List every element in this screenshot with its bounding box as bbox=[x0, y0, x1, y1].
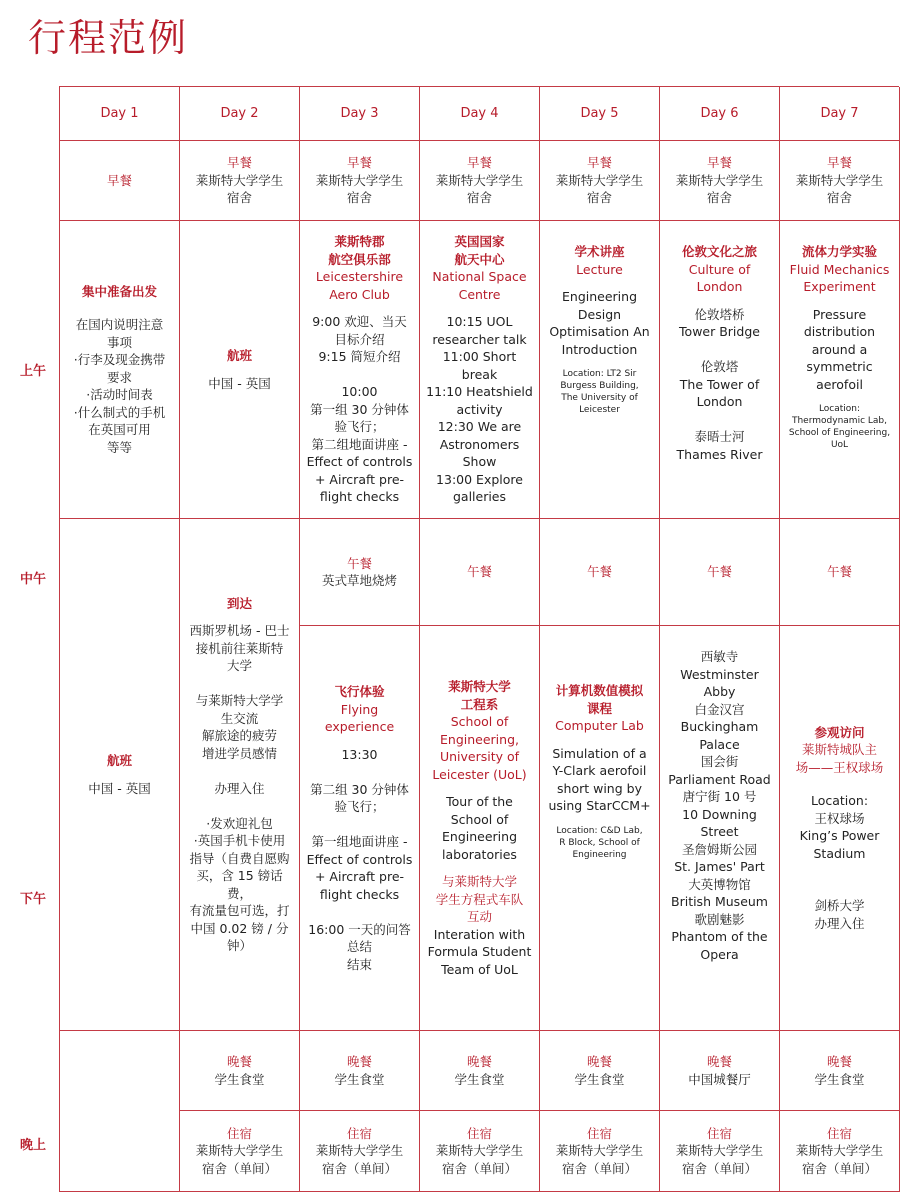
activity-title: 莱斯特大学 工程系 bbox=[448, 679, 511, 712]
morning-cell-day5 bbox=[540, 221, 660, 519]
activity-body: 在国内说明注意 事项 ·行李及现金携带 要求 ·活动时间表 ·什么制式的手机 在英国可用 等等 bbox=[73, 317, 166, 455]
breakfast-label: 早餐 bbox=[346, 155, 372, 171]
afternoon-cell-day3 bbox=[300, 626, 420, 1031]
breakfast-label: 早餐 bbox=[826, 155, 852, 171]
dinner-label: 晚餐 bbox=[586, 1054, 612, 1069]
activity-body: Engineering Design Optimisation An Introduction bbox=[549, 289, 650, 357]
breakfast-cell bbox=[300, 141, 420, 221]
breakfast-cell-day1 bbox=[60, 141, 180, 221]
activity-title: 飞行体验 bbox=[334, 684, 385, 699]
activity-body-2: Interation with Formula Student Team of UoL bbox=[427, 926, 532, 977]
lunch-label: 午餐 bbox=[706, 564, 732, 580]
location-note: Location: C&D Lab, R Block, School of Engineering bbox=[556, 825, 643, 860]
lodging-place: 莱斯特大学学生 宿舍（单间） bbox=[435, 1143, 524, 1176]
afternoon-cell-day6 bbox=[660, 626, 780, 1031]
activity-subtitle: Flying experience bbox=[324, 701, 395, 734]
dinner-place: 学生食堂 bbox=[814, 1071, 865, 1087]
activity-subtitle: Lecture bbox=[576, 261, 623, 277]
morning-cell-day2 bbox=[180, 221, 300, 519]
breakfast-place: 莱斯特大学学生 宿舍 bbox=[555, 172, 644, 206]
activity-body: Simulation of a Y-Clark aerofoil short wing by using StarCCM+ bbox=[548, 745, 651, 813]
period-afternoon: 下午 bbox=[19, 892, 46, 907]
lunch-label: 午餐 bbox=[586, 564, 612, 580]
day-header: Day 5 bbox=[540, 87, 660, 141]
breakfast-label: 早餐 bbox=[466, 155, 492, 171]
breakfast-place: 莱斯特大学学生 宿舍 bbox=[675, 172, 764, 206]
dinner-place: 学生食堂 bbox=[334, 1071, 385, 1087]
dinner-label: 晚餐 bbox=[706, 1054, 732, 1069]
lodging-place: 莱斯特大学学生 宿舍（单间） bbox=[555, 1143, 644, 1176]
activity-subtitle: School of Engineering, University of Leicester (UoL) bbox=[432, 714, 527, 782]
lunch-label: 午餐 bbox=[466, 564, 492, 580]
breakfast-label: 早餐 bbox=[706, 155, 732, 171]
activity-subtitle: National Space Centre bbox=[432, 269, 527, 302]
activity-title: 英国国家 航天中心 bbox=[454, 234, 505, 267]
activity-title-2: 与莱斯特大学 学生方程式车队 互动 bbox=[435, 874, 524, 924]
itinerary-table bbox=[59, 86, 899, 1192]
dinner-place: 中国城餐厅 bbox=[688, 1071, 751, 1087]
day-header: Day 2 bbox=[180, 87, 300, 141]
afternoon-cell-day4 bbox=[420, 626, 540, 1031]
activity-title: 集中准备出发 bbox=[81, 283, 157, 299]
activity-body: 西斯罗机场 - 巴士 接机前往莱斯特 大学 与莱斯特大学学 生交流 解旅途的疲劳 增进学员感情 办理入住 ·发欢迎礼包 ·英国手机卡使用 指导（自费自愿购 买，含 15 镑话费， 有流量包可选，打 中国 0.02 镑 / 分 钟） bbox=[189, 623, 290, 953]
dinner-label: 晚餐 bbox=[226, 1054, 252, 1069]
lunch-cell bbox=[780, 519, 900, 626]
lodging-label: 住宿 bbox=[706, 1125, 732, 1141]
morning-cell-day6 bbox=[660, 221, 780, 519]
empty-cell-day1 bbox=[60, 1031, 180, 1192]
location-note: Location: LT2 Sir Burgess Building, The University of Leicester bbox=[560, 369, 639, 415]
activity-body: Tour of the School of Engineering laboratories bbox=[442, 794, 517, 862]
breakfast-cell bbox=[660, 141, 780, 221]
lunch-cell bbox=[420, 519, 540, 626]
morning-cell-day3 bbox=[300, 221, 420, 519]
lunch-label: 午餐 bbox=[826, 564, 852, 580]
breakfast-cell bbox=[180, 141, 300, 221]
breakfast-cell bbox=[780, 141, 900, 221]
breakfast-place: 莱斯特大学学生 宿舍 bbox=[195, 172, 284, 206]
lodging-place: 莱斯特大学学生 宿舍（单间） bbox=[195, 1143, 284, 1176]
lodging-label: 住宿 bbox=[466, 1125, 492, 1141]
morning-cell-day7 bbox=[780, 221, 900, 519]
day-header: Day 6 bbox=[660, 87, 780, 141]
lodging-cell bbox=[540, 1111, 660, 1192]
afternoon-cell-day7 bbox=[780, 626, 900, 1031]
dinner-cell bbox=[660, 1031, 780, 1111]
period-morning: 上午 bbox=[19, 364, 46, 379]
breakfast-label: 早餐 bbox=[106, 172, 132, 188]
activity-body: 10:15 UOL researcher talk 11:00 Short break 11:10 Heatshield activity 12:30 We are Astronomers Show 13:00 Explore galleries bbox=[426, 314, 533, 505]
dinner-cell bbox=[420, 1031, 540, 1111]
dinner-label: 晚餐 bbox=[466, 1054, 492, 1069]
arrival-cell-day2 bbox=[180, 519, 300, 1031]
breakfast-place: 莱斯特大学学生 宿舍 bbox=[315, 172, 404, 206]
day-header: Day 1 bbox=[60, 87, 180, 141]
day-header: Day 7 bbox=[780, 87, 900, 141]
activity-title: 流体力学实验 bbox=[801, 244, 877, 259]
activity-subtitle: Culture of London bbox=[688, 261, 751, 294]
location-note: Location: Thermodynamic Lab, School of Engineering, UoL bbox=[788, 404, 891, 450]
flight-cell-day1 bbox=[60, 519, 180, 1031]
lodging-place: 莱斯特大学学生 宿舍（单间） bbox=[315, 1143, 404, 1176]
dinner-cell bbox=[180, 1031, 300, 1111]
lodging-place: 莱斯特大学学生 宿舍（单间） bbox=[675, 1143, 764, 1176]
lunch-label: 午餐 bbox=[346, 555, 372, 571]
lunch-cell bbox=[540, 519, 660, 626]
breakfast-cell bbox=[540, 141, 660, 221]
lodging-label: 住宿 bbox=[346, 1125, 372, 1141]
activity-title: 航班 bbox=[106, 753, 132, 768]
dinner-place: 学生食堂 bbox=[454, 1071, 505, 1087]
day-header: Day 4 bbox=[420, 87, 540, 141]
lodging-cell bbox=[660, 1111, 780, 1192]
dinner-cell bbox=[300, 1031, 420, 1111]
lodging-place: 莱斯特大学学生 宿舍（单间） bbox=[795, 1143, 884, 1176]
lodging-cell bbox=[300, 1111, 420, 1192]
activity-title: 计算机数值模拟 课程 bbox=[555, 683, 644, 716]
activity-title: 参观访问 bbox=[814, 724, 865, 740]
lodging-label: 住宿 bbox=[226, 1125, 252, 1141]
activity-subtitle: 莱斯特城队主 场——王权球场 bbox=[795, 742, 884, 775]
activity-body: 9:00 欢迎、当天 目标介绍 9:15 简短介绍 10:00 第一组 30 分钟体 验飞行； 第二组地面讲座 - Effect of controls + Aircraft pre- flight checks bbox=[306, 314, 413, 505]
lodging-label: 住宿 bbox=[586, 1125, 612, 1141]
activity-body: 伦敦塔桥 Tower Bridge 伦敦塔 The Tower of London 泰晤士河 Thames River bbox=[676, 306, 763, 462]
activity-title: 学术讲座 bbox=[574, 244, 625, 259]
activity-subtitle: Computer Lab bbox=[555, 718, 644, 733]
activity-body: 中国 - 英国 bbox=[208, 375, 271, 391]
day-header: Day 3 bbox=[300, 87, 420, 141]
activity-subtitle: Fluid Mechanics Experiment bbox=[789, 261, 890, 294]
lunch-place: 英式草地烧烤 bbox=[321, 573, 397, 588]
dinner-cell bbox=[780, 1031, 900, 1111]
activity-title: 莱斯特郡 航空俱乐部 bbox=[328, 234, 391, 267]
activity-body: Pressure distribution around a symmetric aerofoil bbox=[803, 306, 876, 392]
morning-cell-day4 bbox=[420, 221, 540, 519]
activity-title: 到达 bbox=[226, 595, 252, 611]
breakfast-place: 莱斯特大学学生 宿舍 bbox=[795, 172, 884, 206]
period-evening: 晚上 bbox=[19, 1138, 46, 1153]
dinner-label: 晚餐 bbox=[346, 1054, 372, 1069]
activity-body: 西敏寺 Westminster Abby 白金汉宫 Buckingham Palace 国会街 Parliament Road 唐宁街 10 号 10 Downing Street 圣詹姆斯公园 St. James' Part 大英博物馆 British Museum 歌剧魅影 Phantom of the Opera bbox=[668, 649, 771, 962]
dinner-place: 学生食堂 bbox=[574, 1071, 625, 1087]
breakfast-cell bbox=[420, 141, 540, 221]
afternoon-cell-day5 bbox=[540, 626, 660, 1031]
dinner-cell bbox=[540, 1031, 660, 1111]
breakfast-label: 早餐 bbox=[226, 155, 252, 171]
lodging-cell bbox=[780, 1111, 900, 1192]
activity-title: 伦敦文化之旅 bbox=[681, 244, 757, 259]
lodging-cell bbox=[420, 1111, 540, 1192]
breakfast-place: 莱斯特大学学生 宿舍 bbox=[435, 172, 524, 206]
period-noon: 中午 bbox=[19, 572, 46, 587]
dinner-place: 学生食堂 bbox=[214, 1071, 265, 1087]
activity-body: 13:30 第二组 30 分钟体 验飞行； 第一组地面讲座 - Effect of controls + Aircraft pre- flight checks 16:00 一天的问答 总结 结束 bbox=[306, 746, 413, 972]
activity-subtitle: Leicestershire Aero Club bbox=[315, 269, 404, 302]
page-title: 行程范例 bbox=[28, 16, 189, 60]
morning-cell-day1 bbox=[60, 221, 180, 519]
lodging-label: 住宿 bbox=[826, 1125, 852, 1141]
lodging-cell bbox=[180, 1111, 300, 1192]
lunch-cell bbox=[660, 519, 780, 626]
lunch-cell bbox=[300, 519, 420, 626]
activity-body: Location: 王权球场 King’s Power Stadium 剑桥大学 办理入住 bbox=[799, 793, 880, 931]
dinner-label: 晚餐 bbox=[826, 1054, 852, 1069]
activity-body: 中国 - 英国 bbox=[88, 780, 151, 796]
breakfast-label: 早餐 bbox=[586, 155, 612, 171]
activity-title: 航班 bbox=[226, 348, 252, 363]
